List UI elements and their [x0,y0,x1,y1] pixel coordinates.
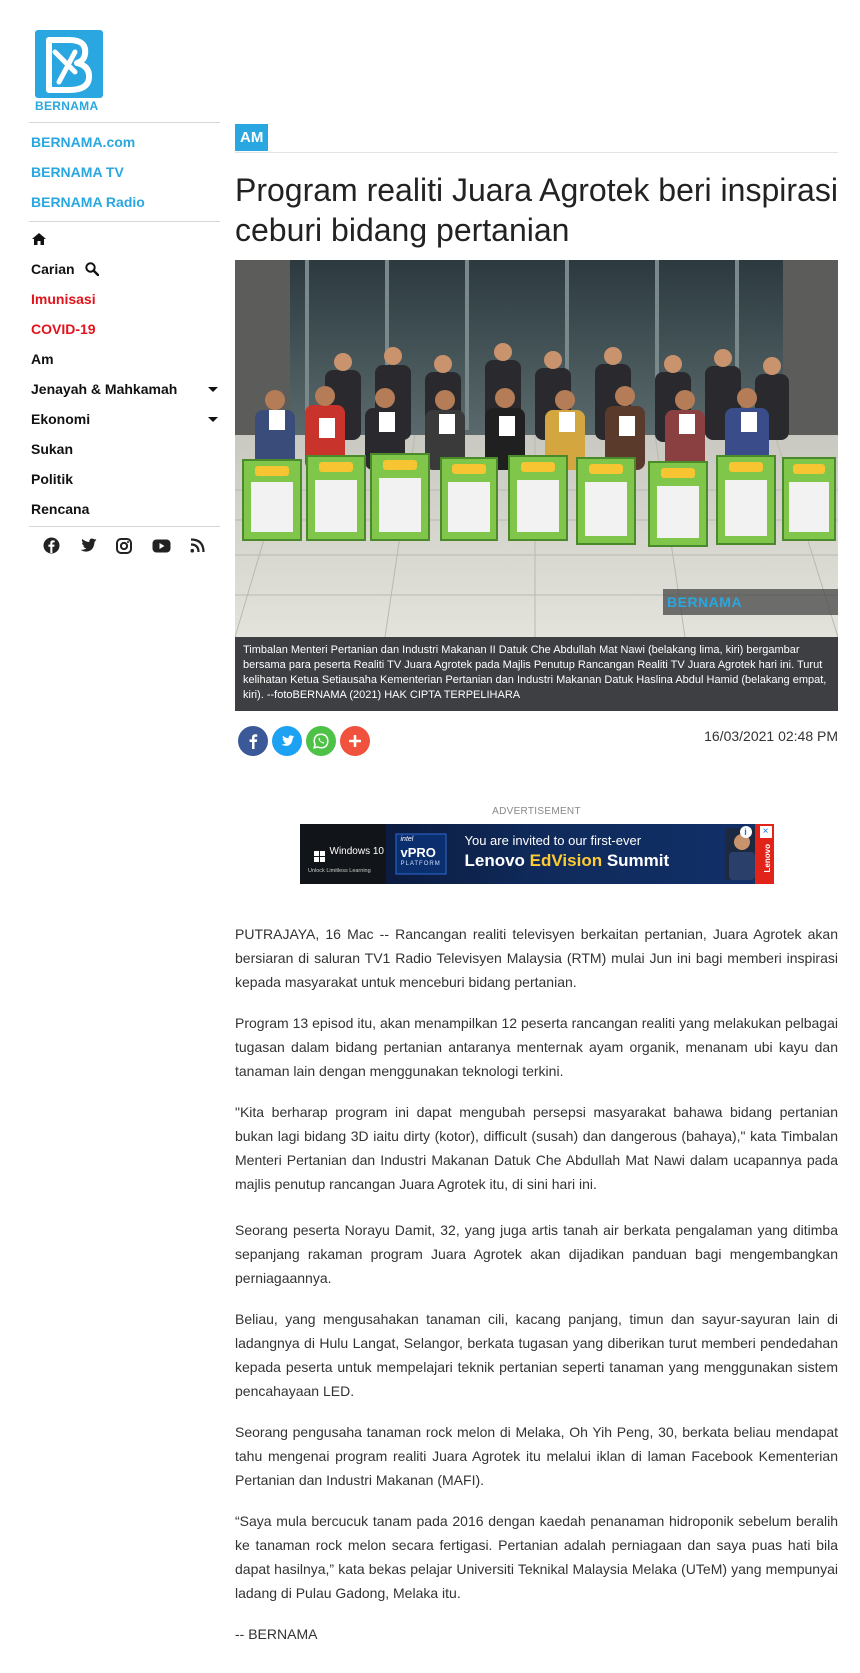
ad-line-2c: Summit [602,851,670,870]
twitter-share-button[interactable] [272,726,302,756]
nav-sukan-label: Sukan [31,441,74,457]
ad-brand: Lenovo [762,844,772,873]
photo-watermark: BERNAMA [663,589,838,615]
article-headline: Program realiti Juara Agrotek beri inspirasi ceburi bidang pertanian [235,172,838,248]
ad-line-2b: EdVision [529,851,603,870]
more-share-button[interactable] [340,726,370,756]
sidebar [29,30,220,564]
chevron-down-icon [208,417,218,422]
whatsapp-share-button[interactable] [306,726,336,756]
article-paragraph: “Saya mula bercucuk tanam pada 2016 dengan kaedah penanaman hidroponik sebelum beralih ke tanaman rock melon secara fertigasi. Pertanian adalah perniagaan dan saya puas hati bila dapat hasilnya,” kata bekas pelajar Universiti Teknikal Malaysia Melaka (UTeM) yang mempunyai ladang di Pulau Gadong, Melaka itu. [235,1513,838,1601]
article-signoff: -- BERNAMA [235,1626,318,1642]
nav-jenayah-mahkamah[interactable] [29,374,220,404]
brand-links [29,122,220,221]
photo-caption: Timbalan Menteri Pertanian dan Industri Makanan II Datuk Che Abdullah Mat Nawi (belakang lima, kiri) bergambar bersama para peserta Realiti TV Juara Agrotek pada Majlis Penutup Rancangan Realiti TV Juara Agrotek hari ini. Turut kelihatan Ketua Setiausaha Kementerian Pertanian dan Industri Makanan Datuk Haslina Abdul Hamid (belakang empat, kiri). --fotoBERNAMA (2021) HAK CIPTA TERPELIHARA [235,637,838,711]
nav-rencana-label: Rencana [31,501,90,517]
whatsapp-icon [313,733,329,749]
rss-icon[interactable] [188,536,208,556]
nav-ekonomi-label: Ekonomi [31,411,91,427]
nav-covid-19[interactable] [29,314,220,344]
nav-politik[interactable] [29,464,220,494]
logo-text: BERNAMA [35,99,99,113]
nav-am-label: Am [31,351,54,367]
ad-info-icon[interactable]: i [740,826,752,838]
article-paragraph: Seorang peserta Norayu Damit, 32, yang juga artis tanah air berkata pengalaman yang ditimba sepanjang rakaman program Juara Agrotek akan dijadikan panduan bagi mengembangkan perniagaannya. [235,1222,838,1286]
article-main [235,124,838,1663]
category-badge[interactable]: AM [235,124,268,151]
facebook-icon[interactable] [41,536,61,556]
nav-search[interactable] [29,254,220,284]
advertisement-banner[interactable] [300,824,774,884]
ad-line-2a: Lenovo [464,851,530,870]
article-paragraph: Seorang pengusaha tanaman rock melon di Melaka, Oh Yih Peng, 30, berkata beliau mendapat tahu mengenai program realiti Juara Agrotek itu melalui iklan di laman Facebook Kementerian Pertanian dan Industri Makanan (MAFI). [235,1424,838,1488]
article-paragraph: Program 13 episod itu, akan menampilkan 12 peserta rancangan realiti yang melakukan pelbagai tugasan dalam bidang pertanian antaranya menternak ayam organik, menanam ubi kayu dan tanaman lain dengan menggunakan teknologi terkini. [235,1015,838,1079]
twitter-icon [280,735,295,747]
share-row [235,726,838,766]
ad-intel-badge: intel [400,836,414,843]
category-row [235,124,838,153]
link-bernama-tv[interactable]: BERNAMA TV [31,164,124,180]
nav-sukan[interactable] [29,434,220,464]
chevron-down-icon [208,387,218,392]
article-paragraph: "Kita berharap program ini dapat mengubah persepsi masyarakat bahawa bidang pertanian bukan lagi bidang 3D iaitu dirty (kotor), difficult (susah) dan dangerous (bahaya)," kata Timbalan Menteri Pertanian dan Industri Makanan Datuk Che Abdullah Mat Nawi dalam ucapannya pada majlis penutup rancangan Juara Agrotek itu, di sini hari ini. [235,1104,838,1192]
ad-line-1: You are invited to our first-ever [464,833,642,848]
facebook-share-button[interactable] [238,726,268,756]
ad-label: ADVERTISEMENT [492,806,581,817]
plus-icon [349,735,361,747]
ad-platform-badge: PLATFORM [400,861,441,867]
article-paragraph: Beliau, yang mengusahakan tanaman cili, kacang panjang, timun dan sayur-sayuran lain di ladangnya di Hulu Langat, Selangor, berkata tugasan yang diberikan turut memberi pendedahan kepada peserta untuk mempelajari teknik pertanian seperti tanaman yang menggunakan sistem pencahayaan LED. [235,1311,838,1399]
share-buttons [235,726,370,756]
instagram-icon[interactable] [114,536,134,556]
nav-search-label: Carian [31,261,75,277]
publish-date: 16/03/2021 02:48 PM [704,728,838,744]
article-paragraph: PUTRAJAYA, 16 Mac -- Rancangan realiti televisyen berkaitan pertanian, Juara Agrotek akan bersiaran di saluran TV1 Radio Televisyen Malaysia (RTM) mulai Jun ini bagi memberi inspirasi kepada masyarakat untuk menceburi bidang pertanian. [235,926,838,990]
main-nav [29,221,220,526]
social-links [29,526,220,564]
bernama-logo-icon [35,30,103,98]
search-icon [85,262,99,276]
ad-vpro-badge: vPRO [400,845,436,860]
nav-imunisasi[interactable] [29,284,220,314]
nav-politik-label: Politik [31,471,74,487]
nav-jenayah-label: Jenayah & Mahkamah [31,381,178,397]
ad-close-icon[interactable]: × [760,826,772,838]
bernama-logo[interactable] [35,30,105,113]
article-photo-image [235,260,838,637]
nav-covid-label: COVID-19 [31,321,96,337]
link-bernama-radio[interactable]: BERNAMA Radio [31,194,145,210]
nav-imunisasi-label: Imunisasi [31,291,96,307]
ad-left-sub: Unlock Limitless Learning [307,868,371,874]
youtube-icon[interactable] [151,536,171,556]
nav-rencana[interactable] [29,494,220,524]
nav-ekonomi[interactable] [29,404,220,434]
nav-home[interactable] [29,224,220,254]
twitter-icon[interactable] [78,536,98,556]
article-photo [235,260,838,637]
home-icon [31,232,47,246]
facebook-icon [248,733,258,749]
link-bernama-com[interactable]: BERNAMA.com [31,134,136,150]
ad-windows-title: Windows 10 [329,846,384,857]
nav-am[interactable] [29,344,220,374]
ad-line-2 [465,851,670,871]
article-body [235,922,838,1646]
